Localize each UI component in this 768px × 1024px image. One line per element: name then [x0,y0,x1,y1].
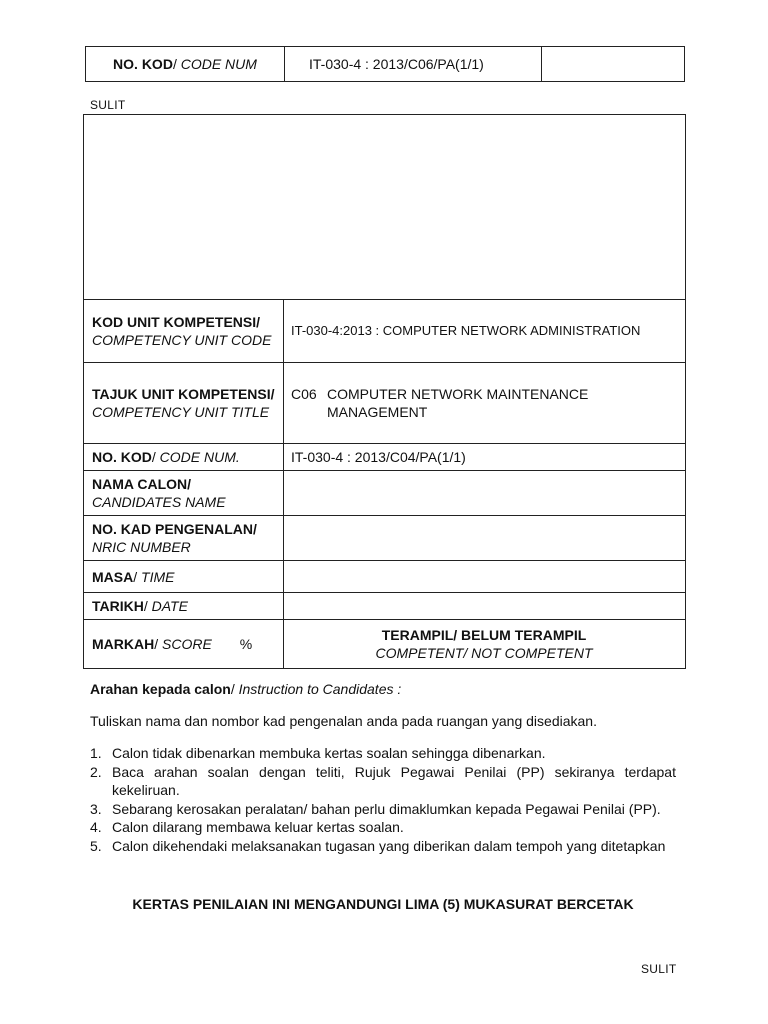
date-field[interactable] [284,593,686,620]
rule-text: Sebarang kerosakan peralatan/ bahan perlu dimaklumkan kepada Pegawai Penilai (PP). [112,800,661,817]
rule-text: Calon dikehendaki melaksanakan tugasan yang diberikan dalam tempoh yang ditetapkan [112,837,666,854]
unit-code-value: IT-030-4:2013 : COMPUTER NETWORK ADMINISTRATION [284,300,686,363]
classification-top: SULIT [90,98,126,112]
unit-title-value [284,363,686,444]
candidate-name-label: NAMA CALON/ CANDIDATES NAME [84,471,284,516]
unit-code-label: KOD UNIT KOMPETENSI/ COMPETENCY UNIT CODE [84,300,284,363]
rule-number: 5. [90,837,102,854]
instruction-rule [90,744,676,763]
header-code-extra [542,47,685,82]
instruction-rule [90,800,676,819]
time-label: MASA/ TIME [84,561,284,593]
header-code-value: IT-030-4 : 2013/C06/PA(1/1) [285,47,542,82]
result-cell: TERAMPIL/ BELUM TERAMPIL COMPETENT/ NOT COMPETENT [284,620,686,669]
assessment-info-table [83,114,686,669]
instructions-intro: Tuliskan nama dan nombor kad pengenalan anda pada ruangan yang disediakan. [90,713,597,729]
logo-area [84,115,686,300]
rule-number: 4. [90,819,102,835]
code-num-label: NO. KOD/ CODE NUM. [84,444,284,471]
time-field[interactable] [284,561,686,593]
rule-number: 2. [90,763,102,780]
unit-title-text: COMPUTER NETWORK MAINTENANCE MANAGEMENT [327,386,589,420]
instruction-rule [90,818,676,837]
rule-text: Baca arahan soalan dengan teliti, Rujuk Pegawai Penilai (PP) sekiranya terdapat kekeliruan. [112,763,676,798]
code-num-value: IT-030-4 : 2013/C04/PA(1/1) [284,444,686,471]
nric-field[interactable] [284,516,686,561]
page-count-notice: KERTAS PENILAIAN INI MENGANDUNGI LIMA (5) MUKASURAT BERCETAK [132,896,634,912]
instruction-rule [90,763,676,800]
candidate-name-field[interactable] [284,471,686,516]
header-code-table [85,46,685,82]
classification-bottom: SULIT [641,962,677,976]
instructions-rules [90,744,676,855]
instructions-heading: Arahan kepada calon/ Instruction to Candidates : [90,681,402,697]
score-label: MARKAH/ SCORE % [84,620,284,669]
unit-title-label: TAJUK UNIT KOMPETENSI/ COMPETENCY UNIT TITLE [84,363,284,444]
unit-title-code: C06 [291,386,317,402]
date-label: TARIKH/ DATE [84,593,284,620]
rule-text: Calon dilarang membawa keluar kertas soalan. [112,819,404,835]
instruction-rule [90,837,676,856]
header-code-label: NO. KOD/ CODE NUM [86,47,285,82]
rule-text: Calon tidak dibenarkan membuka kertas soalan sehingga dibenarkan. [112,745,546,761]
rule-number: 1. [90,745,102,761]
rule-number: 3. [90,800,102,817]
nric-label: NO. KAD PENGENALAN/ NRIC NUMBER [84,516,284,561]
